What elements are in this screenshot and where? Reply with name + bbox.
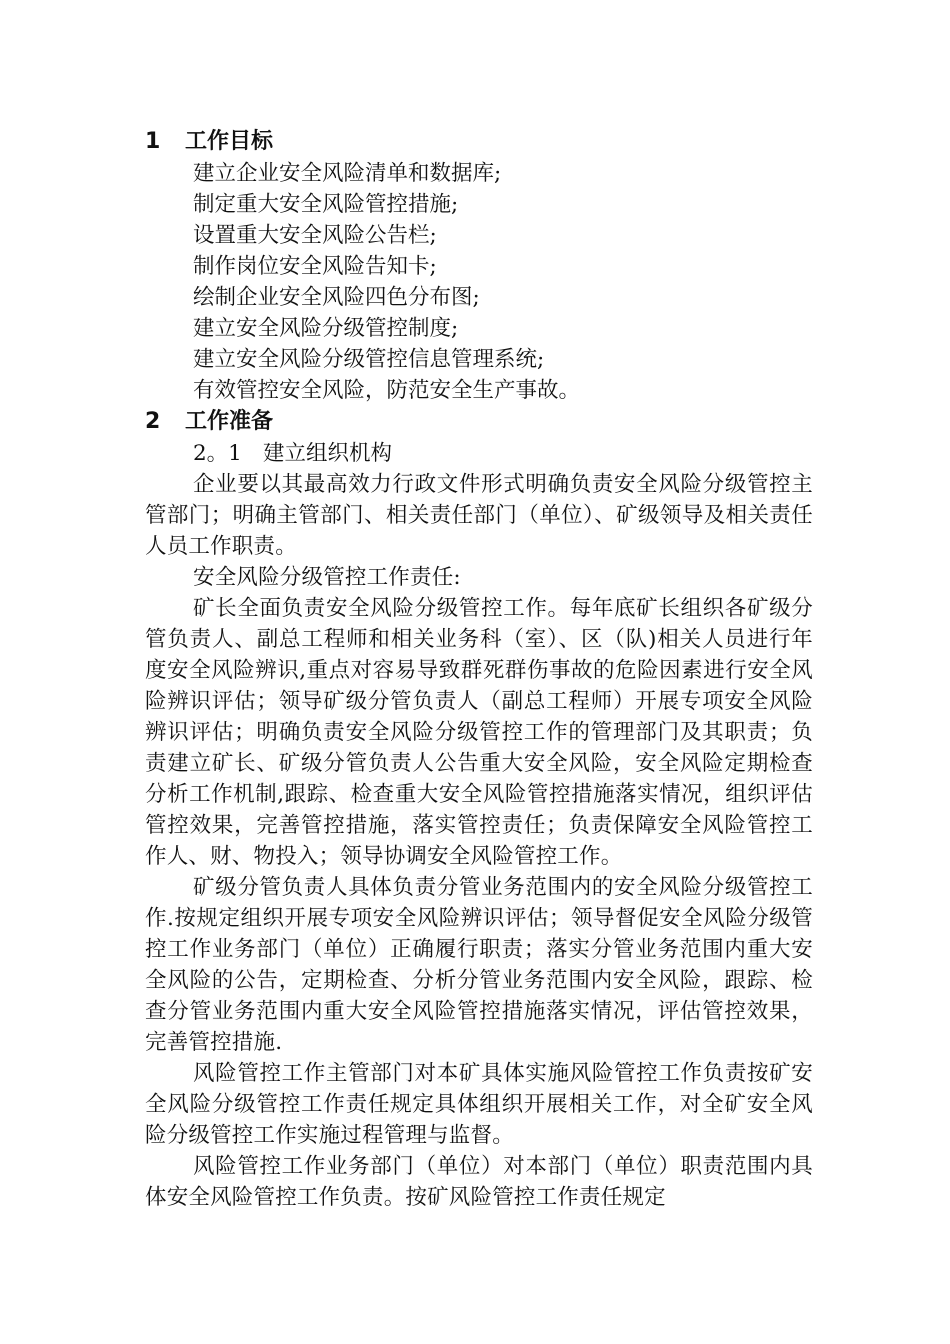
body-paragraph: 安全风险分级管控工作责任: bbox=[193, 565, 461, 590]
document-body bbox=[145, 126, 813, 1213]
section-heading-2 bbox=[145, 406, 813, 438]
goal-item: 绘制企业安全风险四色分布图; bbox=[193, 285, 480, 310]
subsection-title: 建立组织机构 bbox=[263, 441, 393, 466]
body-paragraph: 风险管控工作业务部门（单位）对本部门（单位）职责范围内具体安全风险管控工作负责。按矿风险管控工作责任规定 bbox=[145, 1154, 813, 1210]
section-number: 1 bbox=[145, 129, 161, 154]
section-title: 工作准备 bbox=[185, 409, 274, 434]
body-paragraph: 企业要以其最高效力行政文件形式明确负责安全风险分级管控主管部门；明确主管部门、相关责任部门（单位）、矿级领导及相关责任人员工作职责。 bbox=[145, 472, 813, 559]
goal-item: 建立安全风险分级管控制度; bbox=[193, 316, 459, 341]
goal-item: 有效管控安全风险，防范安全生产事故。 bbox=[193, 378, 581, 403]
section-heading-1 bbox=[145, 126, 813, 158]
section-title: 工作目标 bbox=[185, 129, 274, 154]
goal-item: 制定重大安全风险管控措施; bbox=[193, 192, 459, 217]
subsection-number: 2。1 bbox=[193, 441, 242, 466]
body-paragraph: 矿级分管负责人具体负责分管业务范围内的安全风险分级管控工作.按规定组织开展专项安全风险辨识评估；领导督促安全风险分级管控工作业务部门（单位）正确履行职责；落实分管业务范围内重大安全风险的公告，定期检查、分析分管业务范围内安全风险，跟踪、检查分管业务范围内重大安全风险管控措施落实情况，评估管控效果，完善管控措施. bbox=[145, 875, 813, 1055]
subsection-heading bbox=[145, 438, 813, 469]
goal-item: 建立安全风险分级管控信息管理系统; bbox=[193, 347, 545, 372]
body-paragraph: 矿长全面负责安全风险分级管控工作。每年底矿长组织各矿级分管负责人、副总工程师和相关业务科（室）、区（队)相关人员进行年度安全风险辨识,重点对容易导致群死群伤事故的危险因素进行安全风险辨识评估；领导矿级分管负责人（副总工程师）开展专项安全风险辨识评估；明确负责安全风险分级管控工作的管理部门及其职责；负责建立矿长、矿级分管负责人公告重大安全风险，安全风险定期检查分析工作机制,跟踪、检查重大安全风险管控措施落实情况，组织评估管控效果，完善管控措施，落实管控责任；负责保障安全风险管控工作人、财、物投入；领导协调安全风险管控工作。 bbox=[145, 596, 813, 869]
body-paragraph: 风险管控工作主管部门对本矿具体实施风险管控工作负责按矿安全风险分级管控工作责任规定具体组织开展相关工作，对全矿安全风险分级管控工作实施过程管理与监督。 bbox=[145, 1061, 813, 1148]
section-number: 2 bbox=[145, 409, 161, 434]
goal-item: 建立企业安全风险清单和数据库; bbox=[193, 161, 502, 186]
goal-item: 设置重大安全风险公告栏; bbox=[193, 223, 437, 248]
goal-item: 制作岗位安全风险告知卡; bbox=[193, 254, 437, 279]
